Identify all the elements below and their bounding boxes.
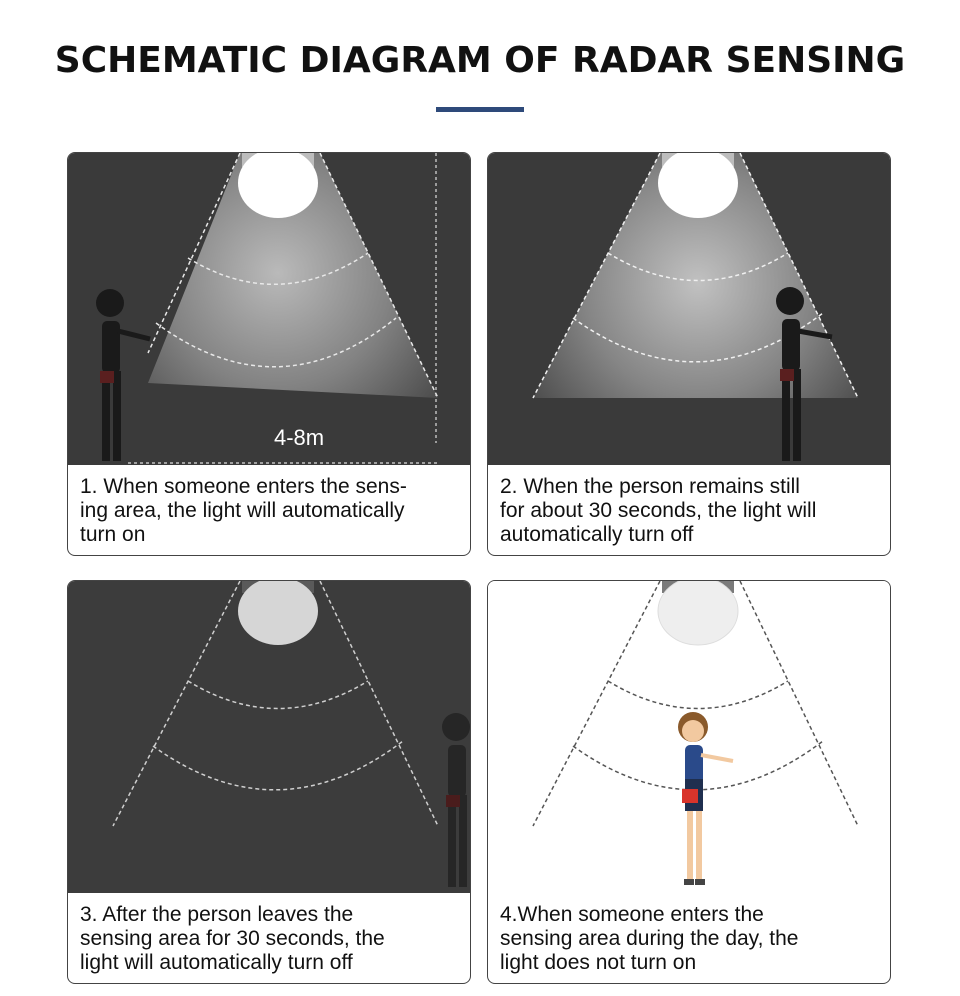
caption-line: light will automatically turn off — [80, 951, 353, 974]
caption — [500, 475, 880, 547]
panel-1-scene — [68, 153, 470, 465]
caption-line: light does not turn on — [500, 951, 697, 974]
page-title: SCHEMATIC DIAGRAM OF RADAR SENSING — [54, 40, 906, 81]
caption-line: 1. When someone enters the sens- — [80, 475, 407, 498]
caption — [500, 903, 880, 975]
panel-3-scene — [68, 581, 470, 893]
caption-line: 3. After the person leaves the — [80, 903, 354, 926]
panel-step-4 — [487, 580, 891, 984]
panel-step-3 — [67, 580, 471, 984]
panel-step-1 — [67, 152, 471, 556]
caption-line: ing area, the light will automatically — [80, 499, 405, 522]
caption — [80, 903, 460, 975]
title-underline — [436, 107, 524, 112]
range-label: 4-8m — [274, 425, 325, 450]
caption — [80, 475, 460, 547]
caption-line: for about 30 seconds, the light will — [500, 499, 817, 522]
caption-line: sensing area for 30 seconds, the — [80, 927, 385, 950]
caption-line: turn on — [80, 523, 146, 546]
caption-line: sensing area during the day, the — [500, 927, 799, 950]
caption-line: automatically turn off — [500, 523, 694, 546]
bulb-icon — [658, 581, 738, 645]
caption-line: 2. When the person remains still — [500, 475, 800, 498]
panel-step-2 — [487, 152, 891, 556]
panel-4-scene — [488, 581, 890, 893]
panel-2-scene — [488, 153, 890, 465]
caption-line: 4.When someone enters the — [500, 903, 764, 926]
